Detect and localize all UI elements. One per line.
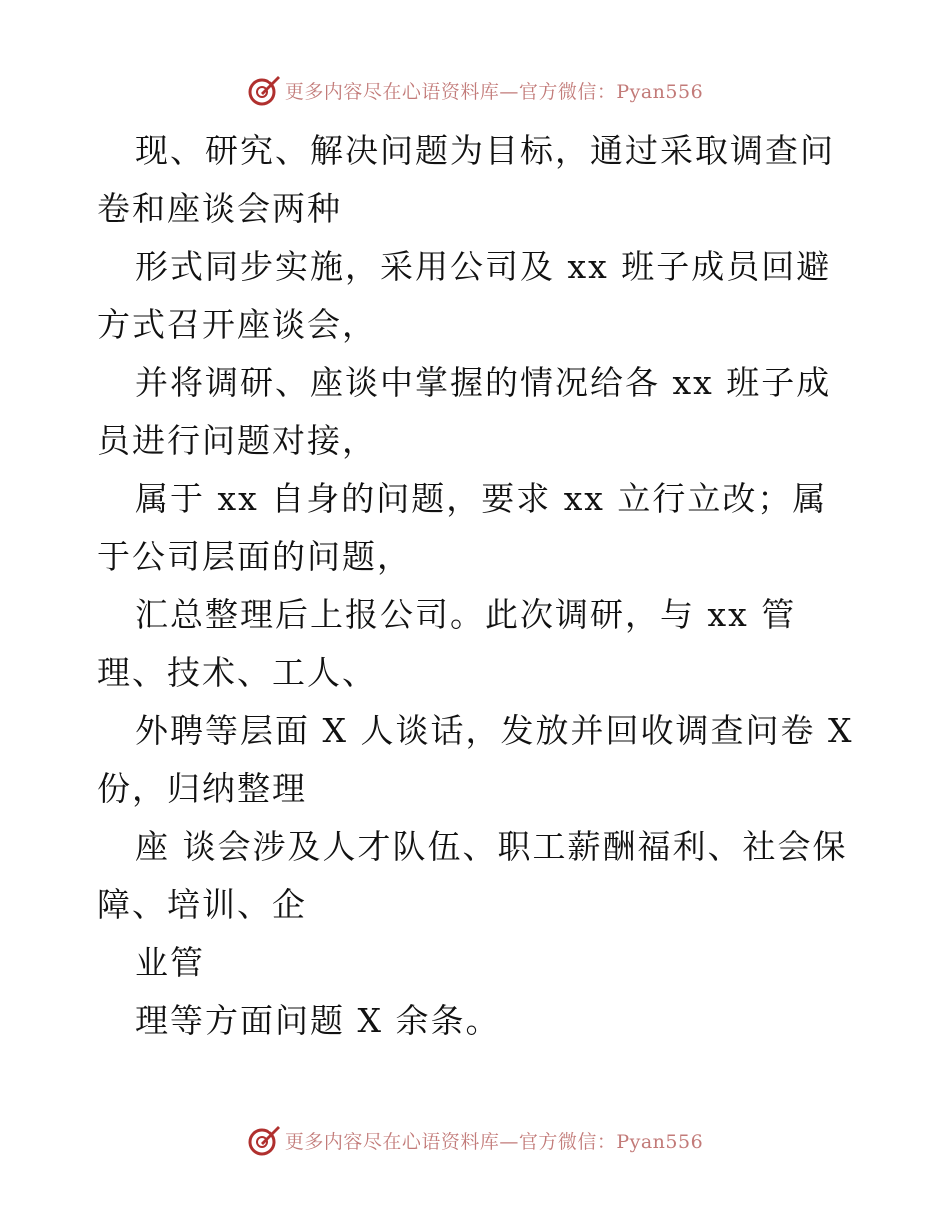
paragraph-7: 座 谈会涉及人才队伍、职工薪酬福利、社会保障、培训、企	[97, 827, 848, 924]
footer-banner	[0, 1120, 950, 1160]
paragraph-5: 汇总整理后上报公司。此次调研，与 xx 管理、技术、工人、	[97, 595, 797, 692]
paragraph-9: 理等方面问题 X 余条。	[135, 1001, 501, 1040]
header-banner	[0, 70, 950, 110]
footer-banner-text: 更多内容尽在心语资料库—官方微信：Pyan556	[284, 1130, 704, 1153]
paragraph-6: 外聘等层面 X 人谈话，发放并回收调查问卷 X 份，归纳整理	[97, 711, 854, 808]
paragraph-3: 并将调研、座谈中掌握的情况给各 xx 班子成员进行问题对接，	[97, 363, 832, 460]
document-body	[97, 122, 857, 1050]
paragraph-1: 现、研究、解决问题为目标，通过采取调查问卷和座谈会两种	[97, 131, 835, 228]
quill-logo-icon	[247, 73, 281, 107]
paragraph-8: 业管	[135, 943, 205, 982]
header-banner-text: 更多内容尽在心语资料库—官方微信：Pyan556	[284, 80, 704, 103]
quill-logo-icon	[247, 1123, 281, 1157]
paragraph-4: 属于 xx 自身的问题，要求 xx 立行立改；属于公司层面的问题，	[97, 479, 828, 576]
paragraph-2: 形式同步实施，采用公司及 xx 班子成员回避方式召开座谈会，	[97, 247, 832, 344]
